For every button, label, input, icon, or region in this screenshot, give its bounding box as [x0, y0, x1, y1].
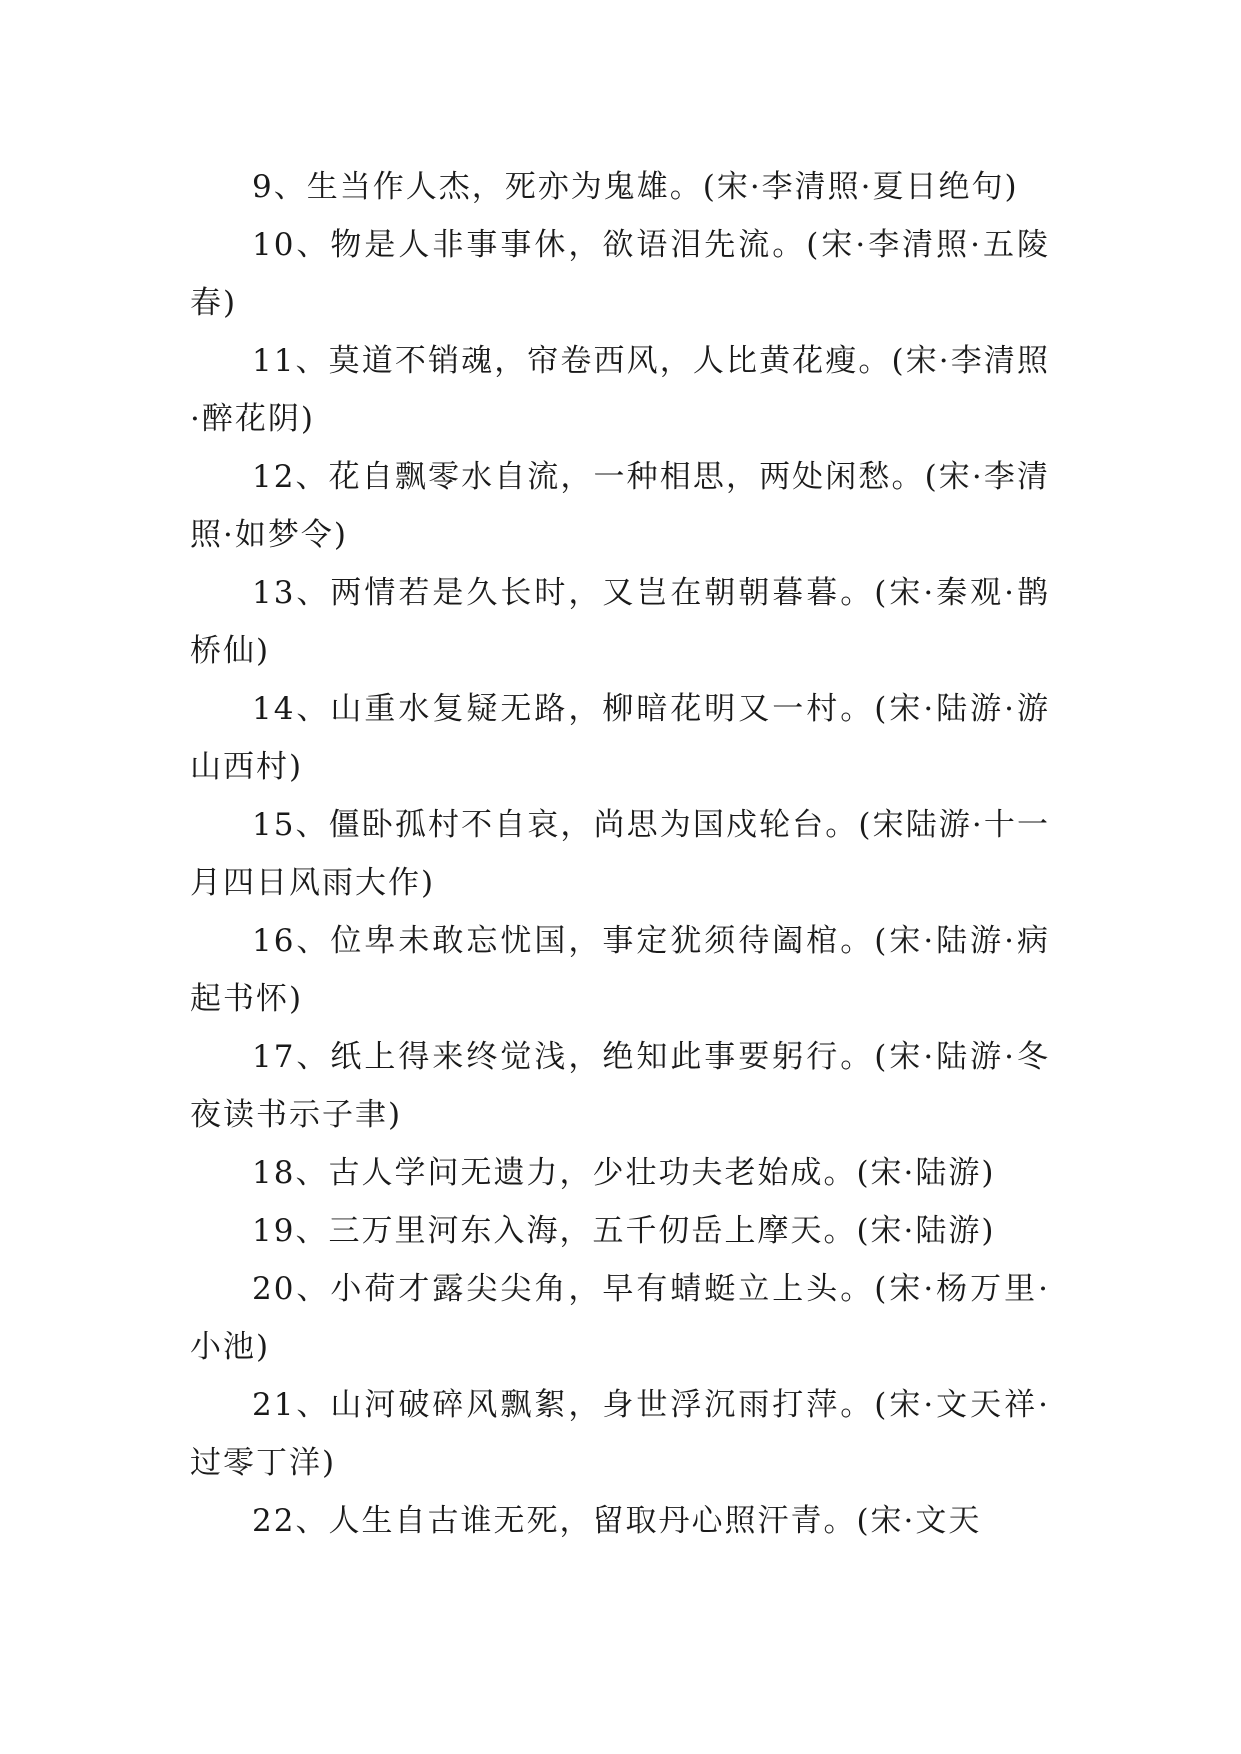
quote-paragraph-21: 21、山河破碎风飘絮，身世浮沉雨打萍。(宋·文天祥·过零丁洋): [190, 1387, 1050, 1481]
quote-paragraph-18: 18、古人学问无遗力，少壮功夫老始成。(宋·陆游): [252, 1155, 996, 1191]
quote-paragraph-20: 20、小荷才露尖尖角，早有蜻蜓立上头。(宋·杨万里·小池): [190, 1271, 1050, 1365]
document-body: [190, 158, 1050, 1550]
quote-paragraph-14: 14、山重水复疑无路，柳暗花明又一村。(宋·陆游·游山西村): [190, 691, 1050, 785]
quote-paragraph-22: 22、人生自古谁无死，留取丹心照汗青。(宋·文天: [252, 1503, 982, 1539]
quote-paragraph-10: 10、物是人非事事休，欲语泪先流。(宋·李清照·五陵春): [190, 227, 1050, 321]
quote-paragraph-13: 13、两情若是久长时，又岂在朝朝暮暮。(宋·秦观·鹊桥仙): [190, 575, 1050, 669]
quote-paragraph-15: 15、僵卧孤村不自哀，尚思为国戍轮台。(宋陆游·十一月四日风雨大作): [190, 807, 1050, 901]
quote-paragraph-12: 12、花自飘零水自流，一种相思，两处闲愁。(宋·李清照·如梦令): [190, 459, 1050, 553]
quote-paragraph-19: 19、三万里河东入海，五千仞岳上摩天。(宋·陆游): [252, 1213, 996, 1249]
quote-paragraph-17: 17、纸上得来终觉浅，绝知此事要躬行。(宋·陆游·冬夜读书示子聿): [190, 1039, 1050, 1133]
quote-paragraph-16: 16、位卑未敢忘忧国，事定犹须待阖棺。(宋·陆游·病起书怀): [190, 923, 1050, 1017]
quote-paragraph-9: 9、生当作人杰，死亦为鬼雄。(宋·李清照·夏日绝句): [252, 169, 1019, 205]
quote-paragraph-11: 11、莫道不销魂，帘卷西风，人比黄花瘦。(宋·李清照·醉花阴): [190, 343, 1050, 437]
